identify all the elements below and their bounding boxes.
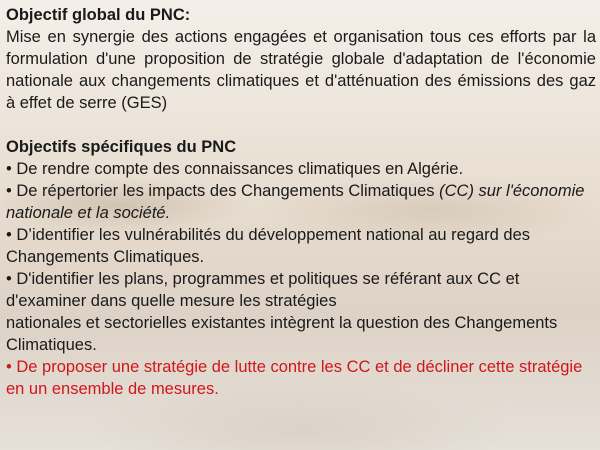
global-objective-text: Mise en synergie des actions engagées et organisation tous ces efforts par la formulation d'une proposition de stratégie globale d'adaptation de l'économie nationale aux changements climatiques et d'atténuation des émissions des gaz à effet de serre (GES) [6, 28, 596, 112]
global-objective-title: Objectif global du PNC: [6, 6, 191, 24]
bullet-item [6, 268, 596, 312]
bullet-item [6, 180, 596, 224]
bullet-text: De rendre compte des connaissances climatiques en Algérie. [16, 160, 464, 178]
bullet-icon: • [6, 160, 12, 178]
bullet-icon: • [6, 358, 12, 376]
bullet-icon: • [6, 182, 12, 200]
specific-objectives-title: Objectifs spécifiques du PNC [6, 138, 237, 156]
bullet-text: De répertorier les impacts des Changements Climatiques [16, 182, 440, 200]
bullet-text-italic: (CC) sur l'économie nationale et la société. [6, 182, 585, 222]
slide-content [6, 4, 596, 400]
bullet-icon: • [6, 226, 12, 244]
bullet-icon: • [6, 270, 12, 288]
bullet-text: De proposer une stratégie de lutte contre les CC et de décliner cette stratégie en un ensemble de mesures. [6, 358, 583, 398]
bullet-item [6, 224, 596, 268]
spacer [6, 114, 596, 136]
bullet-text: D’identifier les vulnérabilités du développement national au regard des Changements Climatiques. [6, 226, 531, 266]
bullet-item [6, 158, 596, 180]
bullet-text: D'identifier les plans, programmes et politiques se référant aux CC et d'examiner dans quelle mesure les stratégies [6, 270, 520, 310]
bullet-item [6, 356, 596, 400]
bullet-continuation: nationales et sectorielles existantes intègrent la question des Changements Climatiques. [6, 314, 558, 354]
